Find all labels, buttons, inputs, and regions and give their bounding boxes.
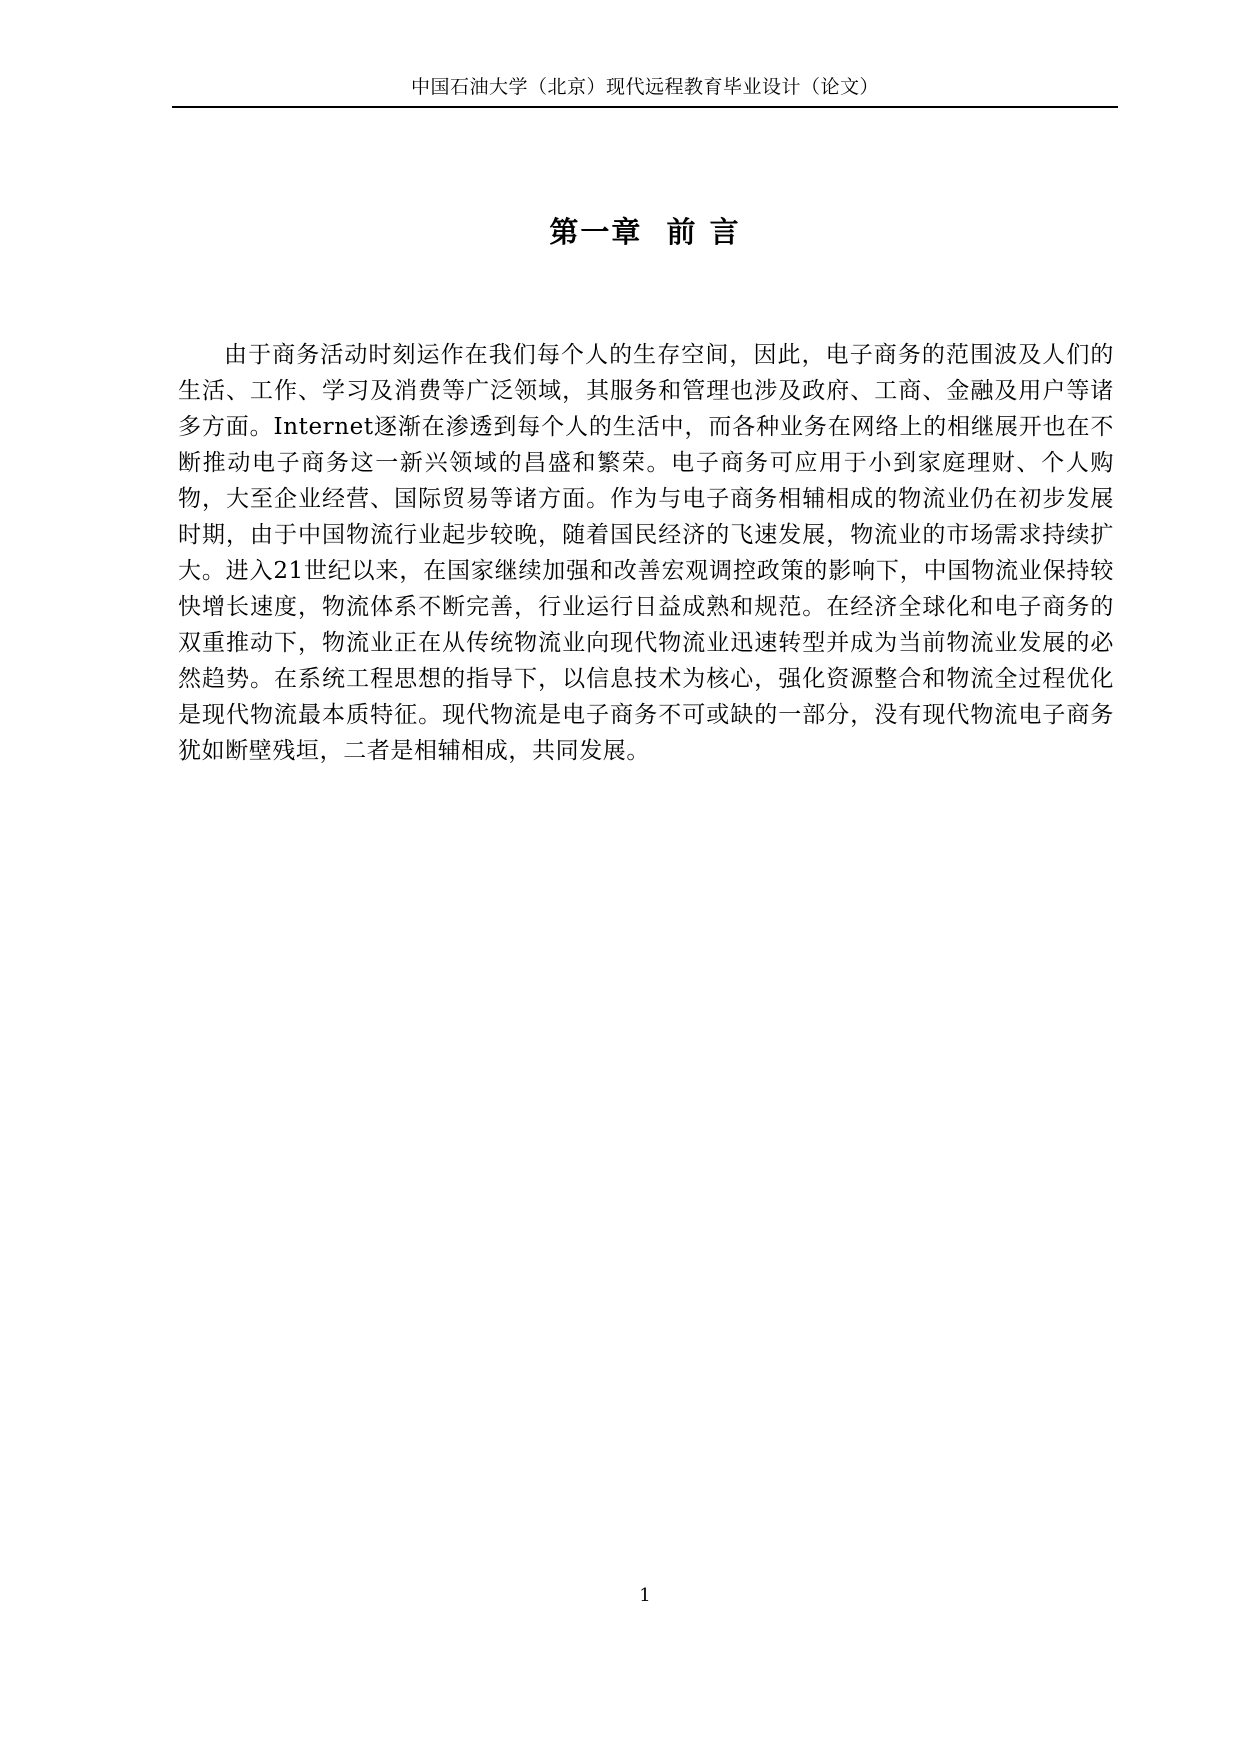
running-header: 中国石油大学（北京）现代远程教育毕业设计（论文）: [410, 76, 879, 98]
body-paragraph: 由于商务活动时刻运作在我们每个人的生存空间，因此，电子商务的范围波及人们的生活、工作、学习及消费等广泛领域，其服务和管理也涉及政府、工商、金融及用户等诸多方面。Internet逐渐在渗透到每个人的生活中，而各种业务在网络上的相继展开也在不断推动电子商务这一新兴领域的昌盛和繁荣。电子商务可应用于小到家庭理财、个人购物，大至企业经营、国际贸易等诸方面。作为与电子商务相辅相成的物流业仍在初步发展时期，由于中国物流行业起步较晚，随着国民经济的飞速发展，物流业的市场需求持续扩大。进入21世纪以来，在国家继续加强和改善宏观调控政策的影响下，中国物流业保持较快增长速度，物流体系不断完善，行业运行日益成熟和规范。在经济全球化和电子商务的双重推动下，物流业正在从传统物流业向现代物流业迅速转型并成为当前物流业发展的必然趋势。在系统工程思想的指导下，以信息技术为核心，强化资源整合和物流全过程优化是现代物流最本质特征。现代物流是电子商务不可或缺的一部分，没有现代物流电子商务犹如断壁残垣，二者是相辅相成，共同发展。: [178, 342, 1114, 764]
chapter-title: 第一章 前 言: [549, 215, 741, 249]
page-number: 1: [639, 1585, 651, 1606]
header-divider: [172, 106, 1118, 108]
